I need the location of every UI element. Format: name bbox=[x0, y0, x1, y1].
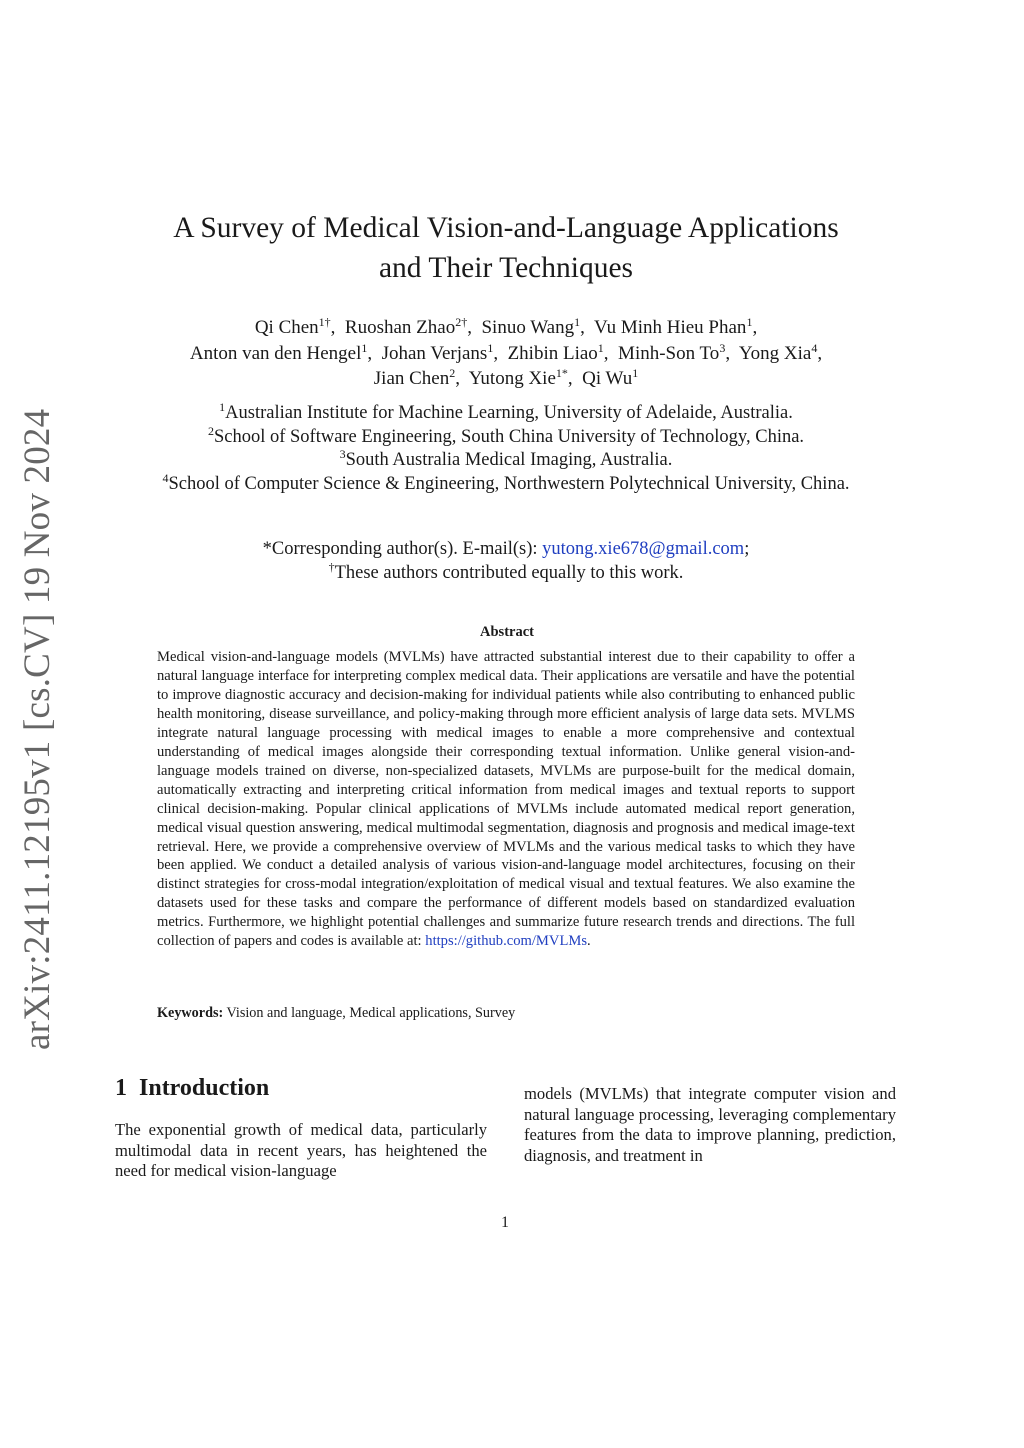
intro-right-column: models (MVLMs) that integrate computer vision and natural language processing, leveraging complementary features from the data to improve planning, prediction, diagnosis, and treatment in bbox=[524, 1084, 896, 1165]
affiliation-number: 2 bbox=[207, 423, 214, 438]
author-line-1: Qi Chen$^{1\dagger}$, Ruoshan Zhao$^{2\dagger}$, Sinuo Wang$^1$, Vu Minh Hieu Phan$^1$, bbox=[254, 315, 758, 338]
affiliation-number: 1 bbox=[219, 400, 226, 414]
title-line-2: and Their Techniques bbox=[378, 252, 634, 284]
affiliation-text: School of Computer Science & Engineering, Northwestern Polytechnical University, China. bbox=[168, 473, 850, 494]
author-name: Zhibin Liao bbox=[507, 342, 598, 364]
corresponding-suffix: ; bbox=[744, 539, 750, 559]
author-name: Sinuo Wang bbox=[481, 317, 575, 338]
abstract-text: Medical vision-and-language models (MVLMs) have attracted substantial interest due to their capability to offer a natural language interface for interpreting complex medical data. Their applications are versatile and have the potential to improve diagnostic accuracy and decision-making for individual patients while also contributing to enhanced public health monitoring, disease surveillance, and policy-making through more efficient analysis of large data sets. MVLMS integrate natural language processing with medical images to enable a more comprehensive and contextual understanding of medical images alongside their corresponding textual information. Unlike general vision-and-language models trained on diverse, non-specialized datasets, MVLMs are purpose-built for the medical domain, automatically extracting and interpreting critical information from medical images and textual reports to support clinical decision-making. Popular clinical applications of MVLMs include automated medical report generation, medical visual question answering, medical multimodal segmentation, diagnosis and prognosis and medical image-text retrieval. Here, we provide a comprehensive overview of MVLMs and the various medical tasks to which they have been applied. We conduct a detailed analysis of various vision-and-language model architectures, focusing on their distinct strategies for cross-modal integration/exploitation of medical visual and textual features. We also examine the datasets used for these tasks and compare the performance of different models based on standardized evaluation metrics. Furthermore, we highlight potential challenges and summarize future research trends and directions. The full collection of papers and codes is available at: bbox=[157, 649, 855, 950]
author-name: Jian Chen bbox=[373, 368, 450, 389]
email-link[interactable]: yutong.xie678@gmail.com bbox=[542, 539, 745, 559]
section-number: 1 bbox=[115, 1075, 127, 1101]
keywords-label: Keywords: bbox=[157, 1005, 224, 1021]
author-line-3: Jian Chen$^2$, Yutong Xie$^{1*}$, Qi Wu$^1$ bbox=[373, 366, 639, 389]
equal-contribution-note bbox=[110, 561, 902, 585]
corresponding-author-note bbox=[110, 537, 902, 561]
author-notes bbox=[110, 537, 902, 585]
affiliation-list bbox=[110, 402, 902, 496]
author-line-2: Anton van den Hengel$^1$, Johan Verjans$^1$, Zhibin Liao$^1$, Minh-Son To$^3$, Yong Xia$^4$, bbox=[189, 340, 823, 364]
intro-left-column: The exponential growth of medical data, particularly multimodal data in recent years, has heightened the need for medical vision-language bbox=[115, 1120, 487, 1181]
author-name: Qi Wu bbox=[582, 368, 633, 389]
author-mark: 2 bbox=[449, 366, 456, 380]
author-mark: 1† bbox=[318, 315, 331, 329]
author-mark: 1 bbox=[597, 340, 604, 355]
author-mark: 2† bbox=[455, 315, 468, 329]
affiliation-text: South Australia Medical Imaging, Australia. bbox=[345, 450, 673, 470]
author-name: Vu Minh Hieu Phan bbox=[594, 317, 747, 338]
author-mark: 4 bbox=[811, 340, 818, 355]
abstract-heading: Abstract bbox=[480, 624, 534, 640]
paper-title bbox=[100, 208, 912, 288]
author-name: Anton van den Hengel bbox=[189, 342, 362, 364]
author-mark: 3 bbox=[719, 340, 726, 355]
corresponding-prefix: *Corresponding author(s). E-mail(s): bbox=[262, 539, 543, 559]
affiliation-number: 3 bbox=[339, 447, 346, 461]
author-name: Ruoshan Zhao bbox=[344, 317, 456, 338]
author-name: Yutong Xie bbox=[468, 368, 556, 389]
title-line-1: A Survey of Medical Vision-and-Language Applications bbox=[173, 212, 839, 244]
author-name: Johan Verjans bbox=[381, 342, 488, 364]
author-mark: 1* bbox=[555, 366, 568, 380]
author-mark: 1 bbox=[574, 315, 581, 329]
author-mark: 1 bbox=[361, 340, 368, 355]
affiliation-number: 4 bbox=[162, 470, 169, 485]
author-mark: 1 bbox=[746, 315, 753, 329]
equal-contribution-mark: † bbox=[328, 560, 335, 574]
section-title: Introduction bbox=[139, 1075, 270, 1101]
github-link[interactable]: https://github.com/MVLMs bbox=[425, 933, 588, 950]
author-list bbox=[110, 315, 902, 392]
keywords-text: Vision and language, Medical applications, Survey bbox=[226, 1005, 516, 1021]
author-name: Yong Xia bbox=[738, 342, 812, 364]
section-heading bbox=[115, 1075, 269, 1102]
affiliation-text: Australian Institute for Machine Learning, University of Adelaide, Australia. bbox=[225, 403, 793, 423]
abstract-end: . bbox=[587, 933, 591, 950]
keywords bbox=[157, 1005, 515, 1022]
affiliation-item bbox=[110, 423, 902, 450]
author-name: Minh-Son To bbox=[618, 342, 720, 364]
affiliation-item bbox=[110, 402, 902, 426]
equal-contribution-text: These authors contributed equally to this work. bbox=[334, 563, 684, 583]
affiliation-text: School of Software Engineering, South China University of Technology, China. bbox=[213, 426, 805, 447]
author-mark: 1 bbox=[487, 340, 494, 355]
abstract-body bbox=[157, 648, 855, 951]
author-mark: 1 bbox=[632, 366, 639, 380]
affiliation-item bbox=[110, 449, 902, 473]
page-number: 1 bbox=[501, 1214, 509, 1231]
arxiv-identifier-stamp: arXiv:2411.12195v1 [cs.CV] 19 Nov 2024 bbox=[17, 408, 58, 1050]
author-name: Qi Chen bbox=[254, 317, 319, 338]
affiliation-item bbox=[110, 470, 902, 497]
